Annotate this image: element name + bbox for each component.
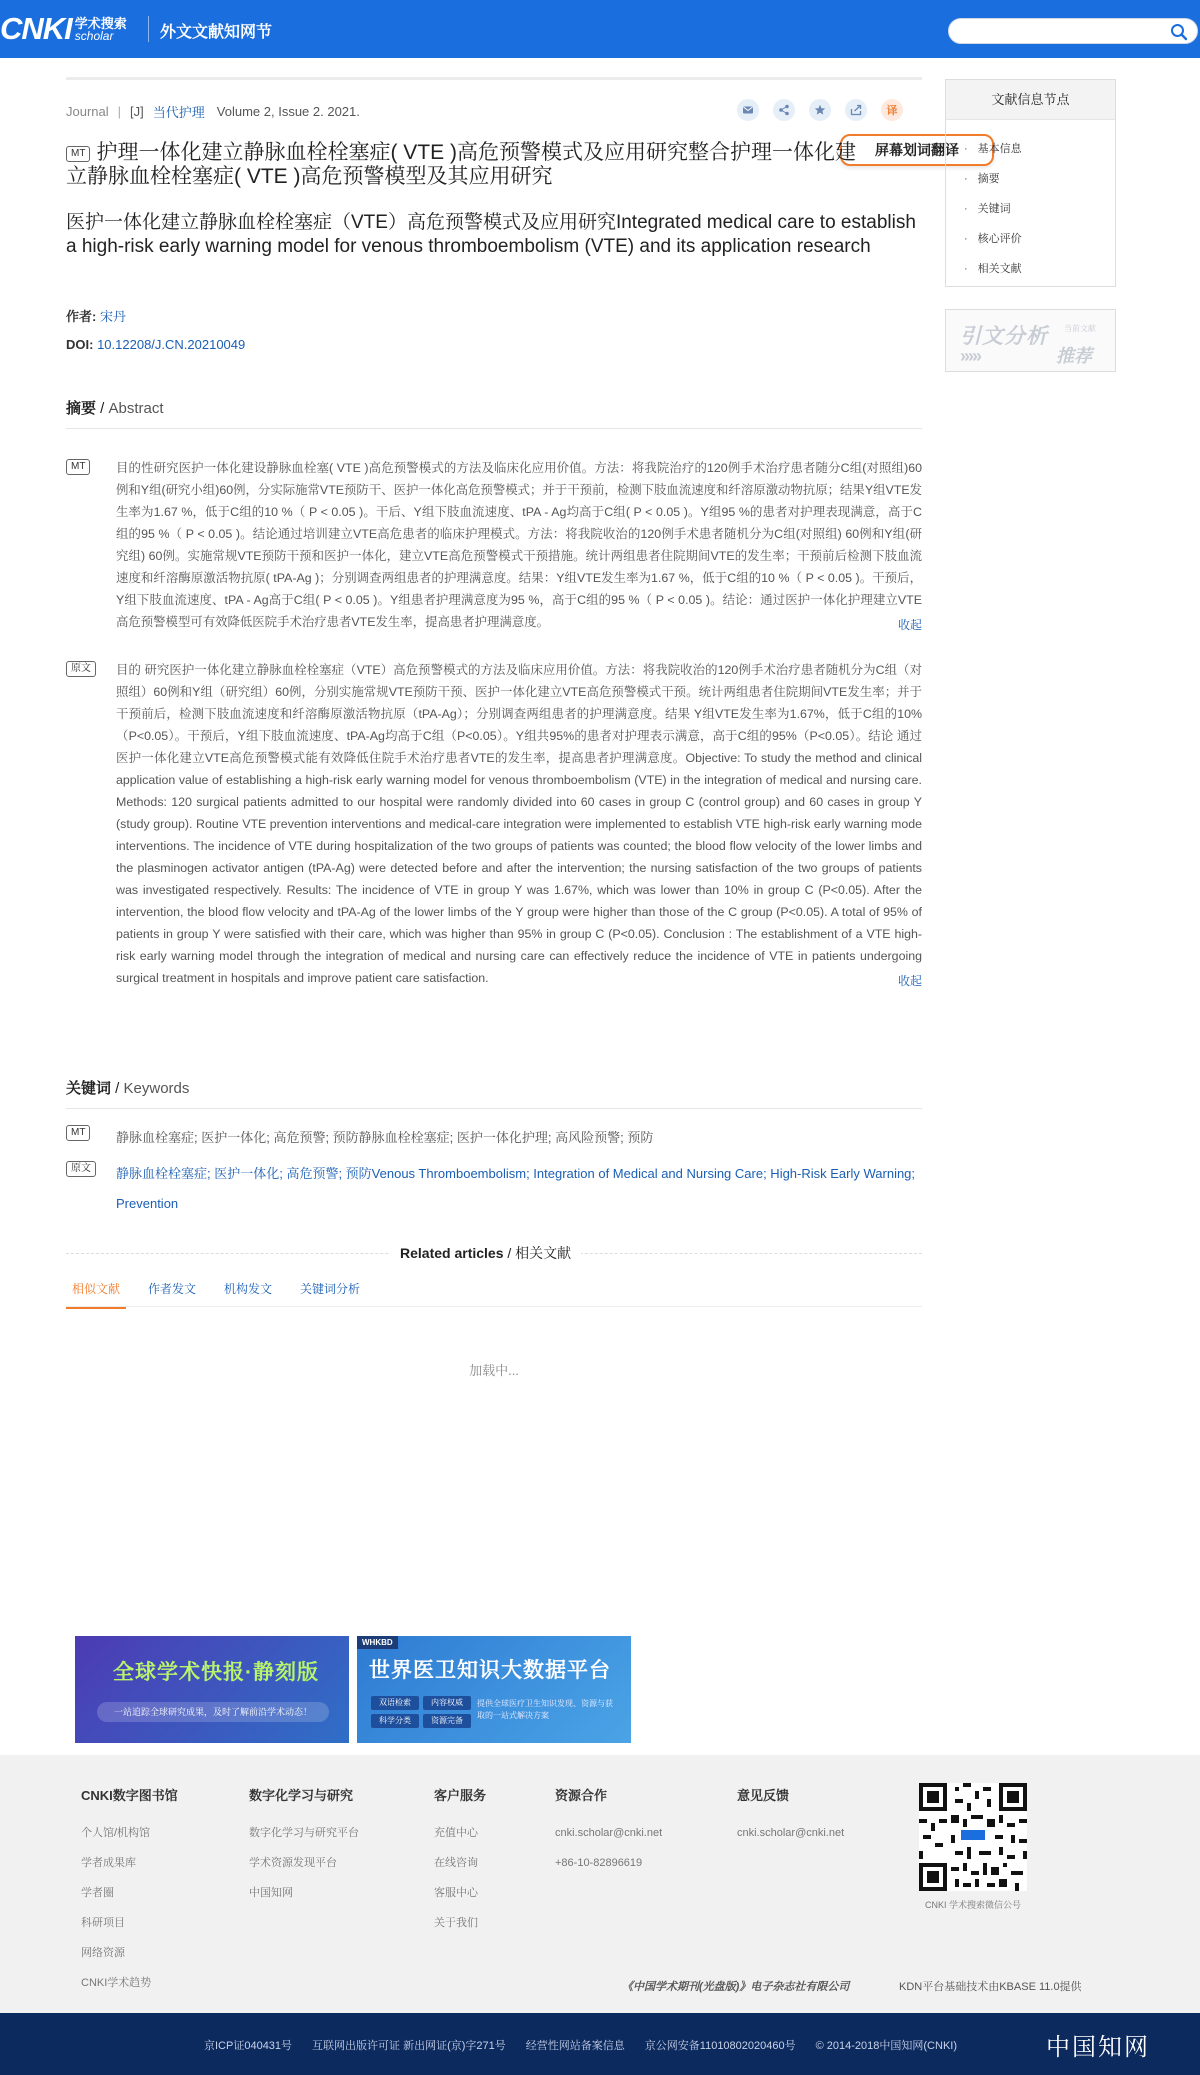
mail-icon[interactable] [737, 99, 759, 121]
logo-text: CNKI [0, 11, 72, 46]
doi-label: DOI: [66, 337, 94, 352]
original-badge: 原文 [66, 661, 96, 677]
translate-icon[interactable] [881, 99, 903, 121]
footer-email[interactable]: cnki.scholar@cnki.net [555, 1827, 663, 1839]
search-icon[interactable] [1169, 22, 1189, 42]
banner2-pill: 双语检索 [371, 1696, 419, 1710]
source-meta [66, 102, 360, 121]
mt-badge: MT [66, 146, 90, 162]
police-filing[interactable]: 京公网安备11010802020460号 [644, 2040, 796, 2052]
banner-academic-express[interactable] [75, 1636, 349, 1743]
footer-link[interactable]: 充值中心 [434, 1827, 478, 1839]
keywords-heading: 关键词 / Keywords [66, 1077, 922, 1109]
mt-badge: MT [66, 1125, 90, 1141]
title-text: 护理一体化建立静脉血栓栓塞症( VTE )高危预警模式及应用研究整合护理一体化建立静脉血栓栓塞症( VTE )高危预警模型及其应用研究 [66, 141, 856, 188]
mt-badge: MT [66, 459, 90, 475]
doc-info-nav [945, 79, 1116, 287]
nav-item-basic-info[interactable]: · 基本信息 [964, 134, 1115, 164]
keywords-heading-en: Keywords [123, 1080, 190, 1097]
publishing-license[interactable]: 互联网出版许可证 新出网证(京)字271号 [312, 2040, 506, 2052]
abstract-mt [66, 457, 922, 633]
ad-arrows: ››››› [960, 346, 980, 366]
footer-link[interactable]: 学者圈 [81, 1887, 114, 1899]
footer-col-title: 数字化学习与研究 [249, 1788, 354, 1803]
author-line [66, 306, 126, 325]
footer-link[interactable]: 在线咨询 [434, 1857, 478, 1869]
footer-col-title: 资源合作 [555, 1788, 608, 1803]
banner2-pills [371, 1696, 471, 1728]
keywords-mt-text: 静脉血栓塞症; 医护一体化; 高危预警; 预防静脉血栓栓塞症; 医护一体化护理; 高风险预警; 预防 [116, 1130, 654, 1145]
top-header [0, 0, 1200, 58]
journal-link[interactable]: 当代护理 [152, 105, 205, 120]
footer-col-cooperation [555, 1785, 662, 1878]
legal-info [204, 2037, 957, 2053]
ad-small-text: 当前文献 [1064, 324, 1096, 333]
keywords-original [66, 1159, 922, 1219]
author-label: 作者: [66, 309, 97, 324]
footer-col-service [434, 1785, 486, 1938]
tab-author-papers[interactable]: 作者发文 [148, 1282, 197, 1296]
footer-link[interactable]: 学者成果库 [81, 1857, 136, 1869]
footer-phone: +86-10-82896619 [555, 1857, 643, 1869]
translate-glyph: 译 [886, 105, 898, 117]
article-toolbar [737, 99, 903, 121]
article-subtitle: 医护一体化建立静脉血栓栓塞症（VTE）高危预警模式及应用研究Integrated medical care to establish a high-risk early warning model for venous thromboembolism (VTE) and its application research [66, 212, 916, 257]
logo-cn-text: 学术搜索 [74, 15, 127, 31]
tab-similar[interactable]: 相似文献 [66, 1278, 126, 1309]
banner2-tag: WHKBD [357, 1636, 398, 1649]
content-top-divider [66, 77, 922, 80]
bottom-bar [0, 2013, 1200, 2075]
nav-item-related[interactable]: · 相关文献 [964, 254, 1115, 284]
original-badge: 原文 [66, 1161, 96, 1177]
doi-line [66, 337, 245, 352]
footer-link[interactable]: 客服中心 [434, 1887, 478, 1899]
tab-institution-papers[interactable]: 机构发文 [224, 1282, 273, 1296]
keywords-original-links[interactable]: 静脉血栓栓塞症; 医护一体化; 高危预警; 预防Venous Thromboembolism; Integration of Medical and Nursing Care; High-Risk Early Warning; Prevention [116, 1166, 916, 1211]
loading-text: 加载中... [469, 1363, 519, 1378]
doc-type: [J] [130, 104, 144, 119]
abstract-heading-en: Abstract [108, 400, 164, 417]
footer-link[interactable]: 中国知网 [249, 1887, 293, 1899]
meta-separator: | [117, 104, 122, 119]
footer-email[interactable]: cnki.scholar@cnki.net [737, 1827, 845, 1839]
keywords-heading-cn: 关键词 [66, 1080, 112, 1097]
footer-link[interactable]: 个人馆/机构馆 [81, 1827, 151, 1839]
banner2-title: 世界医卫知识大数据平台 [369, 1659, 611, 1682]
footer-link[interactable]: 网络资源 [81, 1947, 125, 1959]
collapse-link[interactable]: 收起 [897, 618, 922, 632]
collapse-link[interactable]: 收起 [897, 974, 922, 988]
cnki-scholar-logo[interactable] [0, 11, 127, 46]
footer-col-library [81, 1785, 178, 1998]
source-label: Journal [66, 104, 109, 119]
star-icon[interactable] [809, 99, 831, 121]
footer-col-title: 意见反馈 [737, 1788, 790, 1803]
author-link[interactable]: 宋丹 [99, 309, 126, 324]
footer-link[interactable]: 科研项目 [81, 1917, 125, 1929]
tab-keyword-analysis[interactable]: 关键词分析 [300, 1282, 361, 1296]
site-title: 外文文献知网节 [160, 24, 273, 41]
article-title [66, 141, 856, 189]
banner2-pill: 内容权威 [423, 1696, 471, 1710]
footer [0, 1755, 1200, 2013]
header-divider [148, 16, 149, 42]
ad-main-text: 引文分析 [960, 325, 1048, 348]
qr-caption: CNKI 学术搜索微信公号 [924, 1900, 1021, 1910]
banner2-pill: 科学分类 [371, 1714, 419, 1728]
search-input[interactable] [948, 18, 1198, 44]
citation-analysis-ad[interactable] [945, 309, 1116, 372]
ad-sub-text: 推荐 [1056, 346, 1092, 366]
abstract-original-text: 目的 研究医护一体化建立静脉血栓栓塞症（VTE）高危预警模式的方法及临床应用价值。方法：将我院收治的120例手术治疗患者随机分为C组（对照组）60例和Y组（研究组）60例，分别实施常规VTE预防干预、医护一体化建立VTE高危预警模式干预。统计两组患者住院期间VTE发生率；并于干预前后，检测下肢血流速度和纤溶酶原激活物抗原（tPA-Ag）；分别调查两组患者的护理满意度。结果 Y组VTE发生率为1.67%，低于C组的10%（P<0.05）。干预后，Y组下肢血流速度、tPA-Ag均高于C组（P<0.05）。Y组共95%的患者对护理表示满意，高于C组的95%（P<0.05）。结论 通过医护一体化建立VTE高危预警模式能有效降低住院手术治疗患者VTE的发生率，提高患者护理满意度。Objective: To study the method and clinical application value of establishing a high-risk early warning model for venous thromboembolism (VTE) in the integration of medical and nursing care. Methods: 120 surgical patients admitted to our hospital were randomly divided into 60 cases in group C (control group) and 60 cases in group Y (study group). Routine VTE prevention interventions and medical-care integration were implemented to establish VTE high-risk early warning mode interventions. The incidence of VTE during hospitalization of the two groups of patients was counted; the blood flow velocity of the lower limbs and the plasminogen activator antigen (tPA-Ag) were detected before and after the intervention; the nursing satisfaction of the two groups of patients was investigated respectively. Results: The incidence of VTE in group Y was 1.67%, which was lower than 10% in group C (P<0.05). After the intervention, the blood flow velocity and tPA-Ag of the lower limbs of the Y group were higher than those of the C group (P<0.05). A total of 95% of patients in group Y were satisfied with their care, which was higher than 95% in group C (P<0.05). Conclusion : The establishment of a VTE high-risk early warning model through the integration of medical and nursing care can effectively reduce the incidence of VTE in patients undergoing surgical treatment in hospitals and improve patient care satisfaction. [116, 663, 922, 985]
nav-item-abstract[interactable]: · 摘要 [964, 164, 1115, 194]
abstract-heading: 摘要 / Abstract [66, 397, 922, 429]
abstract-original [66, 659, 922, 989]
export-icon[interactable] [845, 99, 867, 121]
icp-license[interactable]: 京ICP证040431号 [204, 2040, 293, 2052]
banner2-description: 提供全球医疗卫生知识发现、资源与获取的一站式解决方案 [477, 1699, 613, 1720]
volume-issue: Volume 2, Issue 2. 2021. [216, 104, 360, 119]
footer-col-learning [249, 1785, 359, 1908]
kdn-text: KDN平台基础技术由KBASE 11.0提供 [899, 1981, 1082, 1993]
related-heading: Related articles / 相关文献 [390, 1243, 581, 1263]
doi-link[interactable]: 10.12208/J.CN.20210049 [97, 337, 246, 352]
footer-col-feedback [737, 1785, 844, 1848]
footer-col-title: CNKI数字图书馆 [81, 1788, 178, 1803]
tabs-divider [66, 1306, 922, 1307]
banner-medical-platform[interactable] [357, 1636, 631, 1743]
copyright: © 2014-2018中国知网(CNKI) [815, 2040, 957, 2052]
abstract-mt-text: 目的性研究医护一体化建设静脉血栓塞( VTE )高危预警模式的方法及临床化应用价值。方法：将我院治疗的120例手术治疗患者随分C组(对照组)60例和Y组(研究小组)60例，分实际施常VTE预防干、医护一体化高危预警模式；并于干预前，检测下肢血流速度和纤溶原激动物抗原；结果Y组VTE发生率为1.67 %，低于C组的10 %（ P < 0.05 )。干后、Y组下肢血流速度、tPA - Ag均高于C组( P < 0.05 )。Y组95 %的患者对护理表现满意，高于C组的95 %（ P < 0.05 )。结论通过培训建立VTE高危患者的临床护理模式。方法：将我院收治的120例手术患者随机分为C组(对照组) 60例和Y组(研究组) 60例。实施常规VTE预防干预和医护一体化，建立VTE高危预警模式干预措施。统计两组患者住院期间VTE的发生率；干预前后检测下肢血流速度和纤溶酶原激活物抗原( tPA-Ag )；分别调查两组患者的护理满意度。结果：Y组VTE发生率为1.67 %，低于C组的10 %（ P < 0.05 )。干预后，Y组下肢血流速度、tPA - Ag高于C组( P < 0.05 )。Y组患者护理满意度为95 %，高于C组的95 %（ P < 0.05 )。结论：通过医护一体化护理建立VTE高危预警模型可有效降低医院手术治疗患者VTE发生率，提高患者护理满意度。 [116, 461, 922, 629]
doc-info-nav-title: 文献信息节点 [946, 80, 1115, 120]
abstract-heading-cn: 摘要 [66, 400, 97, 417]
related-tabs [66, 1278, 382, 1309]
footer-link[interactable]: CNKI学术趋势 [81, 1977, 152, 1989]
footer-col-title: 客户服务 [434, 1788, 487, 1803]
keywords-mt [66, 1123, 922, 1153]
publisher-text: 《中国学术期刊(光盘版)》电子杂志社有限公司 [622, 1981, 850, 1993]
website-filing[interactable]: 经营性网站备案信息 [525, 2040, 625, 2052]
translate-tooltip[interactable]: 屏幕划词翻译 [840, 134, 994, 166]
cnki-cn-logo[interactable]: 中国知网 [1046, 2033, 1150, 2061]
nav-item-keywords[interactable]: · 关键词 [964, 194, 1115, 224]
banner2-pill: 资源完备 [423, 1714, 471, 1728]
share-icon[interactable] [773, 99, 795, 121]
footer-link[interactable]: 学术资源发现平台 [249, 1857, 337, 1869]
footer-link[interactable]: 数字化学习与研究平台 [249, 1827, 359, 1839]
related-heading-en: Related articles [400, 1245, 504, 1261]
logo-en-text: scholar [74, 28, 114, 43]
banner1-title: 全球学术快报·静刻版 [113, 1661, 319, 1684]
nav-item-core-evaluation[interactable]: · 核心评价 [964, 224, 1115, 254]
banner1-subtitle: 一站追踪全球研究成果，及时了解前沿学术动态！ [97, 1702, 329, 1722]
footer-link[interactable]: 关于我们 [434, 1917, 478, 1929]
wechat-qr-code [919, 1783, 1027, 1891]
related-heading-cn: 相关文献 [515, 1245, 572, 1261]
